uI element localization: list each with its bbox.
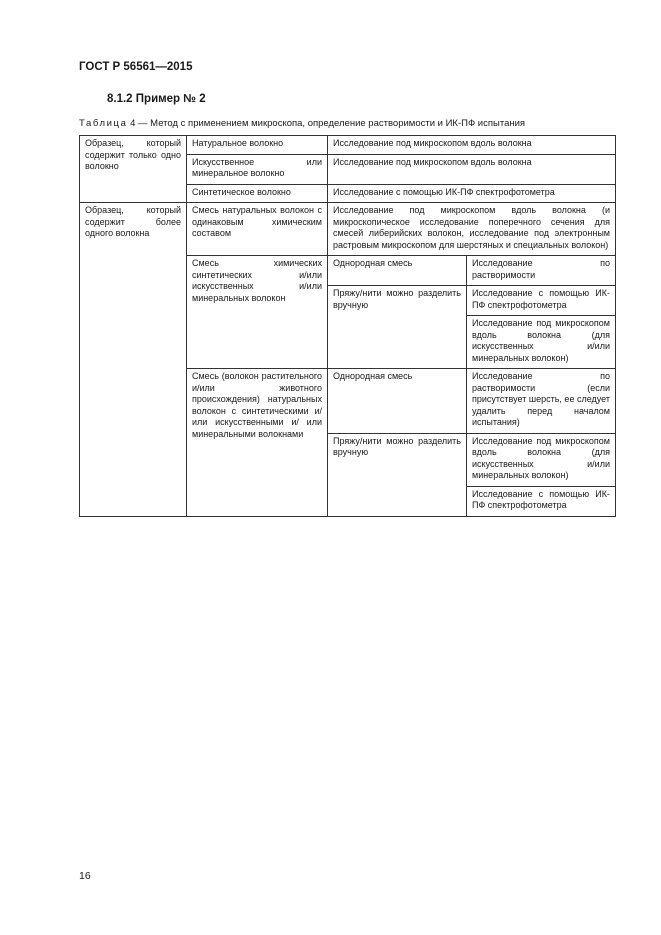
method-cell: Исследование под микроскопом вдоль волокна	[328, 136, 616, 155]
fiber-type-cell: Синтетическое волокно	[187, 184, 328, 203]
table-caption	[79, 118, 525, 129]
table-row	[80, 136, 616, 155]
table-caption-number: 4	[130, 118, 136, 129]
table-caption-label: Таблица	[79, 118, 128, 129]
method-cell: Исследование по растворимости	[467, 256, 616, 286]
method-cell: Исследование с помощью ИК-ПФ спектрофотометра	[467, 286, 616, 316]
method-cell: Исследование по растворимости (если присутствует шерсть, ее следует удалить перед началом испытания)	[467, 369, 616, 434]
method-cell: Исследование под микроскопом вдоль волокна	[328, 154, 616, 184]
sample-cell-multi-fiber: Образец, который содержит более одного волокна	[80, 203, 187, 517]
method-cell: Исследование с помощью ИК-ПФ спектрофотометра	[467, 486, 616, 516]
sample-cell-single-fiber: Образец, который содержит только одно волокно	[80, 136, 187, 203]
section-heading: 8.1.2 Пример № 2	[107, 93, 206, 105]
fiber-type-cell: Смесь (волокон растительного и/или животного происхождения) натуральных волокон с синтетическими и/или искусственными и/ или минеральными волокнами	[187, 369, 328, 517]
method-cell: Исследование под микроскопом вдоль волокна (и микроскопическое исследование поперечного сечения для смесей либерийских волокон, исследование под электронным растровым микроскопом для шерстяных и специальных волокон)	[328, 203, 616, 256]
method-cell: Исследование с помощью ИК-ПФ спектрофотометра	[328, 184, 616, 203]
spacer-cell	[467, 516, 616, 517]
fiber-type-cell: Смесь химических синтетических и/или искусственных и/или минеральных волокон	[187, 256, 328, 369]
page-number: 16	[79, 870, 91, 882]
mixture-type-cell: Пряжу/нити можно разделить вручную	[328, 286, 467, 369]
table-row	[80, 203, 616, 256]
method-table	[79, 135, 616, 517]
document-code: ГОСТ Р 56561—2015	[79, 61, 193, 73]
mixture-type-cell: Пряжу/нити можно разделить вручную	[328, 433, 467, 517]
method-cell: Исследование под микроскопом вдоль волокна (для искусственных и/или минеральных волокон)	[467, 316, 616, 369]
mixture-type-cell: Однородная смесь	[328, 369, 467, 434]
table-caption-text: — Метод с применением микроскопа, определение растворимости и ИК-ПФ испытания	[138, 118, 526, 129]
mixture-type-cell: Однородная смесь	[328, 256, 467, 286]
fiber-type-cell: Искусственное или минеральное волокно	[187, 154, 328, 184]
method-cell: Исследование под микроскопом вдоль волокна (для искусственных и/или минеральных волокон)	[467, 433, 616, 486]
fiber-type-cell: Натуральное волокно	[187, 136, 328, 155]
fiber-type-cell: Смесь натуральных волокон с одинаковым химическим составом	[187, 203, 328, 256]
